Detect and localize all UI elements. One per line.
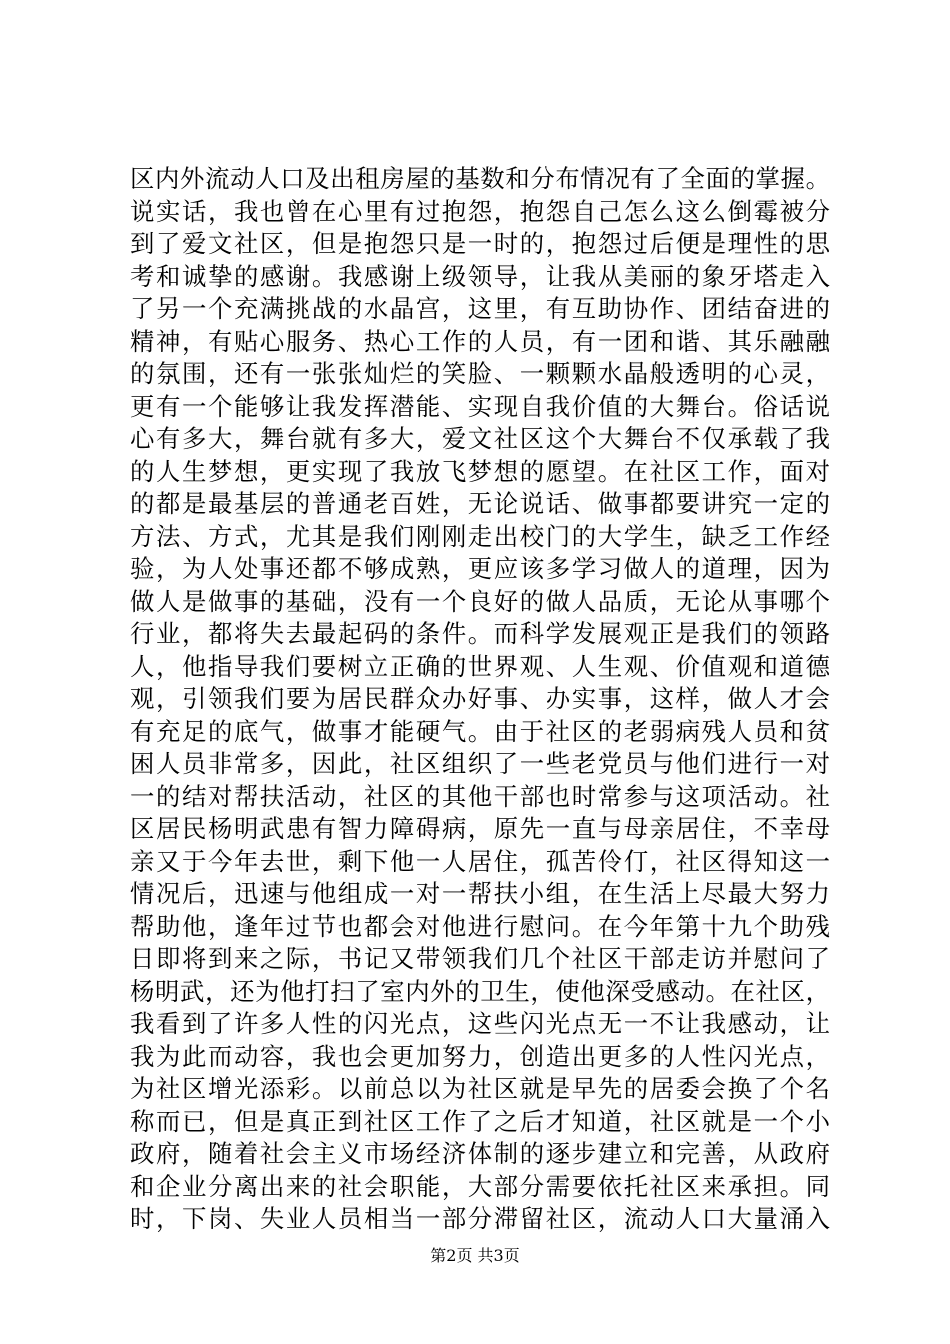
text-line: 时，下岗、失业人员相当一部分滞留社区，流动人口大量涌入 [130,1204,830,1233]
text-line: 我为此而动容，我也会更加努力，创造出更多的人性闪光点， [130,1041,830,1071]
text-line: 区居民杨明武患有智力障碍病，原先一直与母亲居住，不幸母 [130,814,830,843]
text-line: 情况后，迅速与他组成一对一帮扶小组，在生活上尽最大努力 [130,879,830,908]
text-line: 观，引领我们要为居民群众办好事、办实事，这样，做人才会 [130,684,830,713]
text-line: 亲又于今年去世，剩下他一人居住，孤苦伶仃，社区得知这一 [130,846,830,876]
text-line: 我看到了许多人性的闪光点，这些闪光点无一不让我感动，让 [130,1009,830,1038]
text-line: 行业，都将失去最起码的条件。而科学发展观正是我们的领路 [130,619,830,648]
text-line: 和企业分离出来的社会职能，大部分需要依托社区来承担。同 [130,1171,830,1201]
text-line: 验，为人处事还都不够成熟，更应该多学习做人的道理，因为 [130,554,830,583]
text-line: 日即将到来之际，书记又带领我们几个社区干部走访并慰问了 [130,944,830,973]
text-line: 的都是最基层的普通老百姓，无论说话、做事都要讲究一定的 [130,489,830,518]
text-line: 心有多大，舞台就有多大，爱文社区这个大舞台不仅承载了我 [130,424,830,453]
text-line: 了另一个充满挑战的水晶宫，这里，有互助协作、团结奋进的 [130,294,830,323]
text-line: 说实话，我也曾在心里有过抱怨，抱怨自己怎么这么倒霉被分 [130,196,830,226]
text-line: 的氛围，还有一张张灿烂的笑脸、一颗颗水晶般透明的心灵， [130,359,830,388]
body-text [130,163,830,1236]
text-line: 杨明武，还为他打扫了室内外的卫生，使他深受感动。在社区， [130,976,830,1006]
text-line: 区内外流动人口及出租房屋的基数和分布情况有了全面的掌握。 [130,164,830,193]
text-line: 精神，有贴心服务、热心工作的人员，有一团和谐、其乐融融 [130,326,830,356]
text-line: 人，他指导我们要树立正确的世界观、人生观、价值观和道德 [130,651,830,681]
text-line: 更有一个能够让我发挥潜能、实现自我价值的大舞台。俗话说 [130,391,830,421]
text-line: 考和诚挚的感谢。我感谢上级领导，让我从美丽的象牙塔走入 [130,261,830,291]
text-line: 方法、方式，尤其是我们刚刚走出校门的大学生，缺乏工作经 [130,521,830,551]
text-line: 为社区增光添彩。以前总以为社区就是早先的居委会换了个名 [130,1074,830,1103]
text-line: 的人生梦想，更实现了我放飞梦想的愿望。在社区工作，面对 [130,456,830,486]
page-footer: 第2页 共3页 [430,1246,520,1265]
text-line: 称而已，但是真正到社区工作了之后才知道，社区就是一个小 [130,1106,830,1136]
text-line: 帮助他，逢年过节也都会对他进行慰问。在今年第十九个助残 [130,911,830,941]
text-line: 到了爱文社区，但是抱怨只是一时的，抱怨过后便是理性的思 [130,229,830,258]
text-line: 一的结对帮扶活动，社区的其他干部也时常参与这项活动。社 [130,781,830,811]
text-line: 政府，随着社会主义市场经济体制的逐步建立和完善，从政府 [130,1139,830,1168]
text-line: 有充足的底气，做事才能硬气。由于社区的老弱病残人员和贫 [130,716,830,746]
text-line: 做人是做事的基础，没有一个良好的做人品质，无论从事哪个 [130,586,830,616]
text-line: 困人员非常多，因此，社区组织了一些老党员与他们进行一对 [130,749,830,778]
